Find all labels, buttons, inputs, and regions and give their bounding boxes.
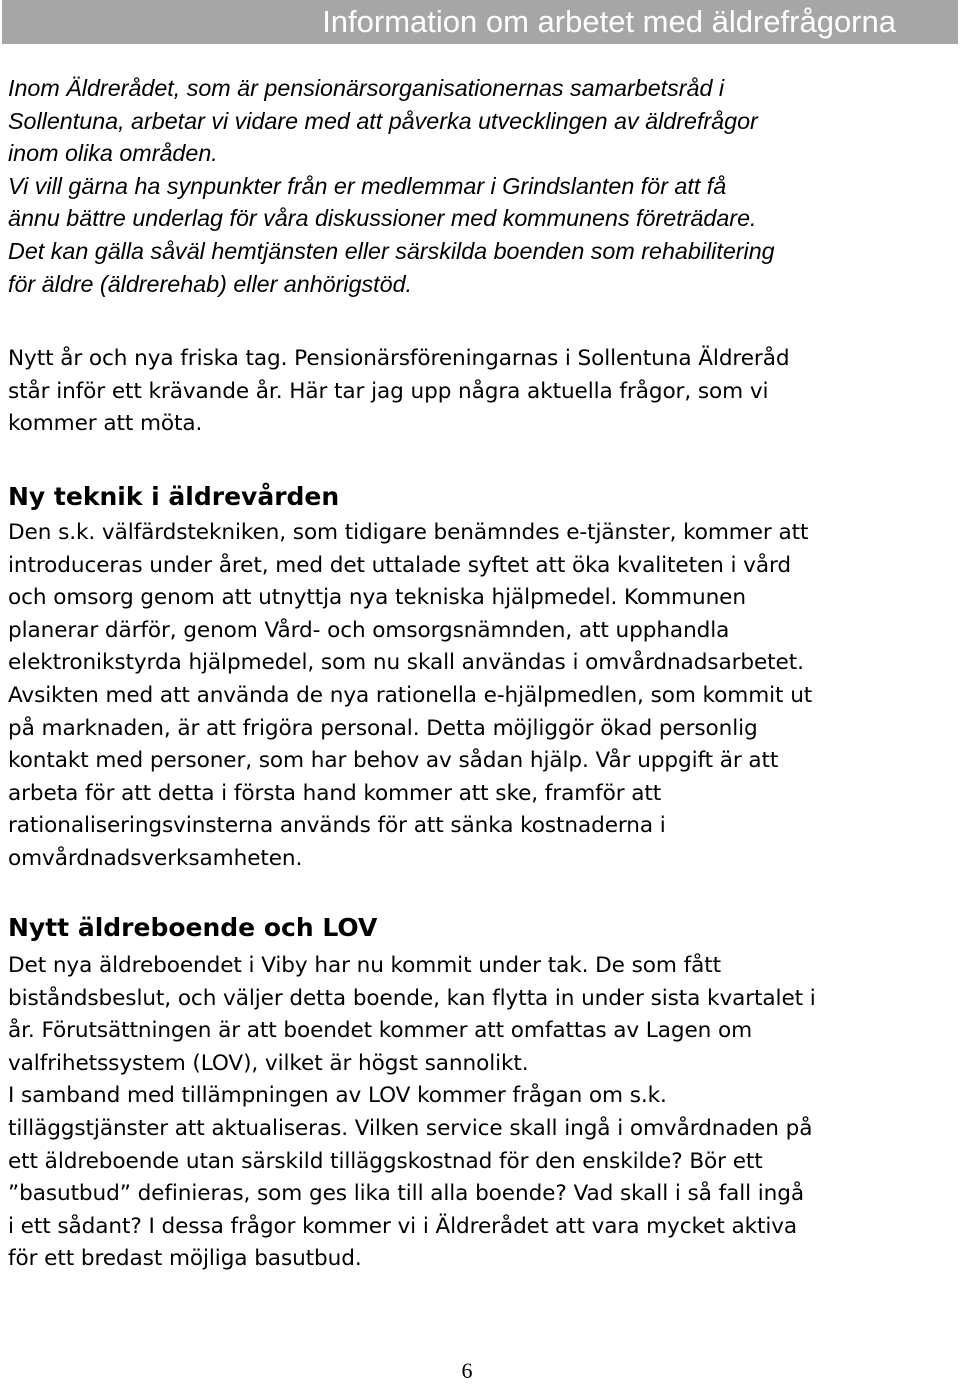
page-title: Information om arbetet med äldrefrågorna — [322, 4, 896, 39]
page-number: 6 — [461, 1358, 473, 1383]
intro-paragraph: Inom Äldrerådet, som är pensionärsorganisationernas samarbetsråd i Sollentuna, arbetar vi vidare med att påverka utvecklingen av äldrefrågor inom olika områden. Vi vill gärna ha synpunkter från er medlemmar i Grindslanten för att få ännu bättre underlag för våra diskussioner med kommunens företrädare. Det kan gälla såväl hemtjänsten eller särskilda boenden som rehabilitering för äldre (äldrerehab) eller anhörigstöd. — [8, 75, 775, 297]
section-heading-housing: Nytt äldreboende och LOV — [8, 913, 378, 942]
section-body-housing: Det nya äldreboendet i Viby har nu kommit under tak. De som fått biståndsbeslut, och väljer detta boende, kan flytta in under sista kvartalet i år. Förutsättningen är att boendet kommer att omfattas av Lagen om valfrihetssystem (LOV), vilket är högst sannolikt. I samband med tillämpningen av LOV kommer frågan om s.k. tilläggstjänster att aktualiseras. Vilken service skall ingå i omvårdnaden på ett äldreboende utan särskild tilläggskostnad för den enskilde? Bör ett ”basutbud” definieras, som ges lika till alla boende? Vad skall i så fall ingå i ett sådant? I dessa frågor kommer vi i Äldrerådet att vara mycket aktiva för ett bredast möjliga basutbud. — [8, 953, 816, 1272]
new-year-paragraph: Nytt år och nya friska tag. Pensionärsföreningarnas i Sollentuna Äldreråd står inför ett krävande år. Här tar jag upp några aktuella frågor, som vi kommer att möta. — [8, 346, 790, 437]
section-heading-technology: Ny teknik i äldrevården — [8, 482, 340, 511]
title-banner — [2, 0, 958, 44]
section-body-technology: Den s.k. välfärdstekniken, som tidigare benämndes e-tjänster, kommer att introduceras under året, med det uttalade syftet att öka kvaliteten i vård och omsorg genom att utnyttja nya tekniska hjälpmedel. Kommunen planerar därför, genom Vård- och omsorgsnämnden, att upphandla elektronikstyrda hjälpmedel, som nu skall användas i omvårdnadsarbetet. Avsikten med att använda de nya rationella e-hjälpmedlen, som kommit ut på marknaden, är att frigöra personal. Detta möjliggör ökad personlig kontakt med personer, som har behov av sådan hjälp. Vår uppgift är att arbeta för att detta i första hand kommer att ske, framför att rationaliseringsvinsterna används för att sänka kostnaderna i omvårdnadsverksamheten. — [8, 520, 813, 871]
